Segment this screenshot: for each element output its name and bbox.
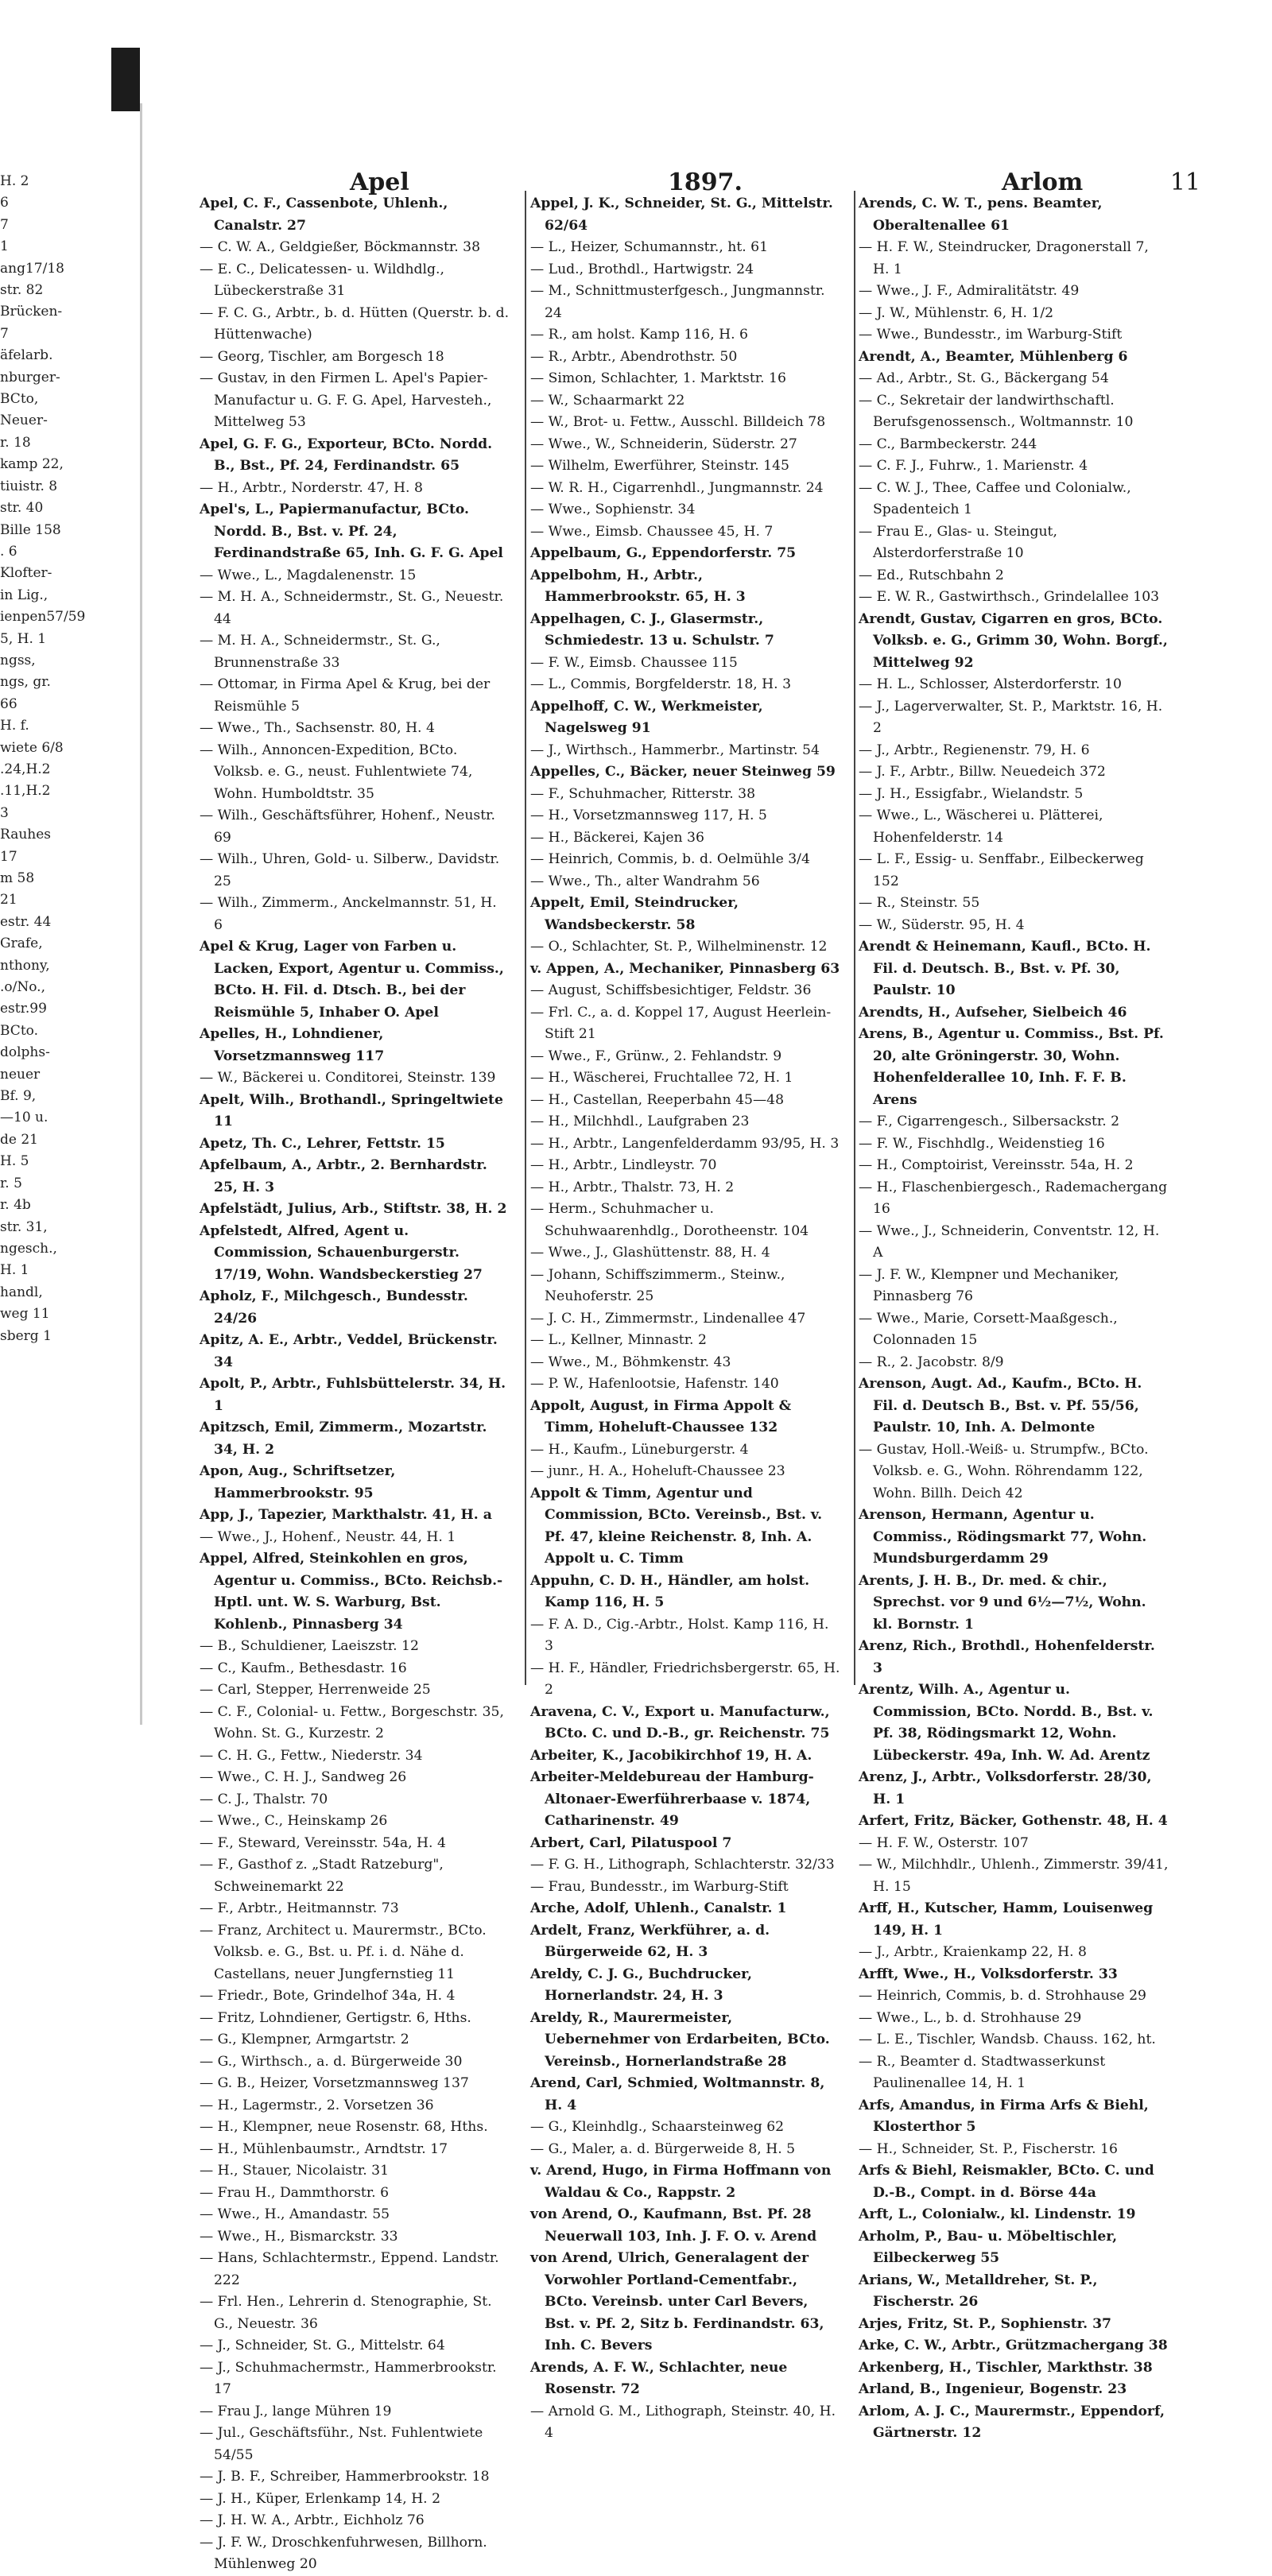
- prev-page-line: BCto,: [0, 391, 39, 408]
- directory-entry: — Gustav, in den Firmen L. Apel's Papier-Manufactur u. G. F. G. Apel, Harvesteh., Mittelweg 53: [200, 370, 492, 430]
- binding-edge: [111, 48, 140, 111]
- directory-entry: Apfelbaum, A., Arbtr., 2. Bernhardstr. 25, H. 3: [200, 1157, 487, 1195]
- directory-entry: App, J., Tapezier, Markthalstr. 41, H. a: [200, 1507, 492, 1523]
- directory-entry: — Wwe., Marie, Corsett-Maaßgesch., Colonnaden 15: [859, 1310, 1118, 1348]
- directory-entry: — H., Arbtr., Norderstr. 47, H. 8: [200, 479, 423, 496]
- directory-entry: Apelt, Wilh., Brothandl., Springeltwiete 11: [200, 1091, 503, 1129]
- directory-entry: — R., Beamter d. Stadtwasserkunst Paulinenallee 14, H. 1: [859, 2053, 1106, 2091]
- directory-entry: — F., Gasthof z. „Stadt Ratzeburg", Schweinemarkt 22: [200, 1857, 444, 1895]
- prev-page-line: r. 4b: [0, 1197, 31, 1214]
- directory-entry: — J. W., Mühlenstr. 6, H. 1/2: [859, 304, 1054, 321]
- directory-entry: — H., Schneider, St. P., Fischerstr. 16: [859, 2140, 1118, 2157]
- directory-entry: von Arend, Ulrich, Generalagent der Vorwohler Portland-Cementfabr., BCto. Vereinsb. unter Carl Bevers, Bst. v. Pf. 2, Sitz b. Ferdinandstr. 63, Inh. C. Bevers: [530, 2250, 824, 2353]
- directory-entry: Arbeiter, K., Jacobikirchhof 19, H. A.: [530, 1747, 812, 1764]
- directory-entry: — G., Wirthsch., a. d. Bürgerweide 30: [200, 2053, 463, 2070]
- directory-entry: Arlom, A. J. C., Maurermstr., Eppendorf, Gärtnerstr. 12: [859, 2403, 1165, 2441]
- directory-entry: — F., Steward, Vereinsstr. 54a, H. 4: [200, 1834, 446, 1851]
- directory-entry: — J., Wirthsch., Hammerbr., Martinstr. 54: [530, 742, 820, 758]
- directory-entry: — Wwe., L., Wäscherei u. Plätterei, Hohenfelderstr. 14: [859, 808, 1103, 846]
- prev-page-line: Klofter-: [0, 565, 52, 582]
- directory-entry: — Wwe., W., Schneiderin, Süderstr. 27: [530, 436, 797, 452]
- directory-entry: — H., Flaschenbiergesch., Rademachergang 16: [859, 1179, 1168, 1217]
- directory-entry: — G. B., Heizer, Vorsetzmannsweg 137: [200, 2075, 469, 2091]
- directory-entry: — F. C. G., Arbtr., b. d. Hütten (Querstr. b. d. Hüttenwache): [200, 304, 510, 343]
- directory-entry: — Wilh., Geschäftsführer, Hohenf., Neustr. 69: [200, 808, 495, 846]
- directory-entry: Arfs, Amandus, in Firma Arfs & Biehl, Klosterthor 5: [859, 2097, 1149, 2135]
- directory-entry: — Herm., Schuhmacher u. Schuhwaarenhdlg., Dorotheenstr. 104: [530, 1201, 809, 1239]
- directory-entry: — Georg, Tischler, am Borgesch 18: [200, 348, 444, 365]
- directory-entry: Apfelstädt, Julius, Arb., Stiftstr. 38, H. 2: [200, 1201, 507, 1217]
- directory-entry: Arenz, Rich., Brothdl., Hohenfelderstr. 3: [859, 1638, 1155, 1676]
- directory-column-2: [530, 193, 840, 2441]
- directory-entry: Arfert, Fritz, Bäcker, Gothenstr. 48, H. 4: [859, 1813, 1168, 1829]
- directory-entry: — G., Kleinhdlg., Schaarsteinweg 62: [530, 2119, 785, 2135]
- directory-entry: — Wwe., Eimsb. Chaussee 45, H. 7: [530, 523, 774, 540]
- prev-page-line: Grafe,: [0, 935, 43, 952]
- directory-entry: — Johann, Schiffszimmerm., Steinw., Neuhoferstr. 25: [530, 1266, 785, 1304]
- directory-entry: — C. W. J., Thee, Caffee und Colonialw., Spadenteich 1: [859, 479, 1131, 517]
- directory-entry: — Friedr., Bote, Grindelhof 34a, H. 4: [200, 1988, 456, 2004]
- directory-entry: — H., Bäckerei, Kajen 36: [530, 829, 704, 846]
- directory-entry: — W. R. H., Cigarrenhdl., Jungmannstr. 24: [530, 479, 824, 496]
- directory-entry: Apel & Krug, Lager von Farben u. Lacken, Export, Agentur u. Commiss., BCto. H. Fil. d. Dtsch. B., bei der Reismühle 5, Inhaber O. Apel: [200, 939, 504, 1021]
- directory-entry: — C., Barmbeckerstr. 244: [859, 436, 1037, 452]
- prev-page-line: äfelarb.: [0, 347, 53, 364]
- directory-entry: Arends, A. F. W., Schlachter, neue Rosenstr. 72: [530, 2359, 788, 2397]
- directory-entry: Arfs & Biehl, Reismakler, BCto. C. und D.-B., Compt. in d. Börse 44a: [859, 2163, 1154, 2201]
- directory-entry: Arians, W., Metalldreher, St. P., Fischerstr. 26: [859, 2272, 1098, 2310]
- directory-entry: Apel, C. F., Cassenbote, Uhlenh., Canalstr. 27: [200, 196, 448, 234]
- directory-entry: — Hans, Schlachtermstr., Eppend. Landstr. 222: [200, 2250, 499, 2288]
- directory-entry: — L. F., Essig- u. Senffabr., Eilbeckerweg 152: [859, 851, 1144, 889]
- directory-entry: Arke, C. W., Arbtr., Grützmachergang 38: [859, 2338, 1168, 2353]
- directory-entry: Apelles, H., Lohndiener, Vorsetzmannsweg 117: [200, 1026, 385, 1064]
- directory-entry: Appelhagen, C. J., Glasermstr., Schmiedestr. 13 u. Schulstr. 7: [530, 610, 774, 649]
- directory-entry: — H., Kaufm., Lüneburgerstr. 4: [530, 1441, 749, 1458]
- directory-entry: — Frau E., Glas- u. Steingut, Alsterdorferstraße 10: [859, 523, 1057, 561]
- directory-entry: — B., Schuldiener, Laeiszstr. 12: [200, 1638, 419, 1654]
- directory-entry: Arendt, Gustav, Cigarren en gros, BCto. Volksb. e. G., Grimm 30, Wohn. Borgf., Mittelweg 92: [859, 610, 1168, 671]
- directory-entry: — Wwe., Th., alter Wandrahm 56: [530, 873, 760, 889]
- directory-entry: Arend, Carl, Schmied, Woltmannstr. 8, H. 4: [530, 2075, 825, 2113]
- directory-entry: — H., Arbtr., Langenfelderdamm 93/95, H. 3: [530, 1135, 840, 1152]
- directory-entry: — Wwe., L., Magdalenenstr. 15: [200, 567, 417, 583]
- directory-entry: Apon, Aug., Schriftsetzer, Hammerbrookstr. 95: [200, 1463, 396, 1501]
- directory-entry: — Wwe., H., Amandastr. 55: [200, 2206, 390, 2222]
- directory-entry: — J., Lagerverwalter, St. P., Marktstr. 16, H. 2: [859, 698, 1163, 736]
- directory-entry: — F., Arbtr., Heitmannstr. 73: [200, 1900, 399, 1916]
- prev-page-line: —10 u.: [0, 1110, 48, 1126]
- directory-entry: — Ed., Rutschbahn 2: [859, 567, 1004, 583]
- header-year: 1897.: [668, 169, 743, 196]
- directory-entry: — Wwe., C. H. J., Sandweg 26: [200, 1769, 407, 1785]
- directory-entry: — Gustav, Holl.-Weiß- u. Strumpfw., BCto. Volksb. e. G., Wohn. Röhrendamm 122, Wohn. Billh. Deich 42: [859, 1441, 1149, 1501]
- directory-entry: — H. F. W., Osterstr. 107: [859, 1834, 1029, 1851]
- prev-page-line: . 6: [0, 543, 17, 560]
- prev-page-line: .o/No.,: [0, 979, 45, 996]
- directory-entry: Arbert, Carl, Pilatuspool 7: [530, 1834, 732, 1851]
- directory-entry: — E. C., Delicatessen- u. Wildhdlg., Lübeckerstraße 31: [200, 261, 444, 299]
- directory-entry: — Frau J., lange Mühren 19: [200, 2403, 392, 2419]
- directory-entry: Arendt, A., Beamter, Mühlenberg 6: [859, 348, 1128, 365]
- directory-entry: Arenz, J., Arbtr., Volksdorferstr. 28/30, H. 1: [859, 1769, 1152, 1807]
- directory-entry: — Wwe., H., Bismarckstr. 33: [200, 2228, 398, 2245]
- directory-entry: — M. H. A., Schneidermstr., St. G., Brunnenstraße 33: [200, 633, 440, 671]
- directory-entry: Arenson, Hermann, Agentur u. Commiss., Rödingsmarkt 77, Wohn. Mundsburgerdamm 29: [859, 1507, 1147, 1567]
- directory-entry: — C. F. J., Fuhrw., 1. Marienstr. 4: [859, 458, 1088, 474]
- directory-entry: — Wilh., Zimmerm., Anckelmannstr. 51, H. 6: [200, 895, 497, 933]
- directory-entry: — L., Kellner, Minnastr. 2: [530, 1332, 707, 1348]
- previous-page-fragment: [0, 171, 86, 1665]
- directory-entry: — Frau H., Dammthorstr. 6: [200, 2184, 390, 2201]
- directory-entry: — Frl. C., a. d. Koppel 17, August Heerlein-Stift 21: [530, 1004, 832, 1042]
- directory-entry: Arholm, P., Bau- u. Möbeltischler, Eilbeckerweg 55: [859, 2228, 1118, 2266]
- directory-entry: Arche, Adolf, Uhlenh., Canalstr. 1: [530, 1900, 787, 1916]
- directory-entry: — Wwe., J., Glashüttenstr. 88, H. 4: [530, 1245, 770, 1261]
- directory-entry: — Wilh., Uhren, Gold- u. Silberw., Davidstr. 25: [200, 851, 500, 889]
- directory-entry: Areldy, R., Maurermeister, Uebernehmer von Erdarbeiten, BCto. Vereinsb., Hornerlandstraße 28: [530, 2009, 830, 2070]
- directory-column-1: [200, 193, 510, 2572]
- directory-entry: — J. H., Küper, Erlenkamp 14, H. 2: [200, 2490, 441, 2507]
- header-left-catchword: Apel: [350, 169, 409, 196]
- prev-page-line: neuer: [0, 1066, 41, 1083]
- directory-entry: — R., Arbtr., Abendrothstr. 50: [530, 348, 738, 365]
- directory-entry: Appelhoff, C. W., Werkmeister, Nagelsweg 91: [530, 698, 763, 736]
- directory-entry: Apel's, L., Papiermanufactur, BCto. Nordd. B., Bst. v. Pf. 24, Ferdinandstraße 65, Inh. G. F. G. Apel: [200, 502, 503, 561]
- directory-entry: Appelt, Emil, Steindrucker, Wandsbeckerstr. 58: [530, 895, 739, 933]
- directory-entry: Appelles, C., Bäcker, neuer Steinweg 59: [530, 764, 836, 780]
- prev-page-line: 1: [0, 238, 9, 255]
- prev-page-line: Bf. 9,: [0, 1088, 37, 1105]
- directory-entry: Arentz, Wilh. A., Agentur u. Commission, BCto. Nordd. B., Bst. v. Pf. 38, Rödingsmarkt 12, Wohn. Lübeckerstr. 49a, Inh. W. Ad. Arentz: [859, 1682, 1154, 1764]
- directory-entry: — G., Klempner, Armgartstr. 2: [200, 2032, 409, 2047]
- prev-page-line: de 21: [0, 1131, 38, 1148]
- directory-entry: — Wwe., J. F., Admiralitätstr. 49: [859, 283, 1080, 299]
- directory-entry: — Lud., Brothdl., Hartwigstr. 24: [530, 261, 754, 277]
- directory-entry: Appel, Alfred, Steinkohlen en gros, Agentur u. Commiss., BCto. Reichsb.-Hptl. unt. W. S. Warburg, Bst. Kohlenb., Pinnasberg 34: [200, 1551, 503, 1633]
- directory-entry: — H., Castellan, Reeperbahn 45—48: [530, 1091, 785, 1108]
- prev-page-line: H. f.: [0, 718, 29, 734]
- directory-entry: — H., Stauer, Nicolaistr. 31: [200, 2163, 390, 2179]
- directory-entry: — F., Schuhmacher, Ritterstr. 38: [530, 785, 756, 802]
- prev-page-line: str. 31,: [0, 1218, 48, 1235]
- directory-entry: — J. C. H., Zimmermstr., Lindenallee 47: [530, 1310, 806, 1327]
- prev-page-line: wiete 6/8: [0, 739, 64, 756]
- directory-entry: — Franz, Architect u. Maurermstr., BCto. Volksb. e. G., Bst. u. Pf. i. d. Nähe d. Castellans, neuer Jungfernstieg 11: [200, 1922, 487, 1982]
- directory-entry: Arendts, H., Aufseher, Sielbeich 46: [859, 1004, 1127, 1021]
- directory-entry: Arens, B., Agentur u. Commiss., Bst. Pf. 20, alte Gröningerstr. 30, Wohn. Hohenfelderallee 10, Inh. F. F. B. Arens: [859, 1026, 1164, 1108]
- directory-entry: — Wwe., F., Grünw., 2. Fehlandstr. 9: [530, 1048, 782, 1064]
- directory-entry: — Arnold G. M., Lithograph, Steinstr. 40, H. 4: [530, 2403, 836, 2441]
- directory-entry: Apel, G. F. G., Exporteur, BCto. Nordd. B., Bst., Pf. 24, Ferdinandstr. 65: [200, 436, 493, 474]
- directory-entry: — C. J., Thalstr. 70: [200, 1791, 328, 1807]
- prev-page-line: m 58: [0, 870, 35, 886]
- directory-entry: — Jul., Geschäftsführ., Nst. Fuhlentwiete 54/55: [200, 2425, 483, 2463]
- prev-page-line: 5, H. 1: [0, 630, 47, 647]
- prev-page-line: nburger-: [0, 369, 60, 385]
- prev-page-line: ngss,: [0, 652, 36, 668]
- directory-entry: — Simon, Schlachter, 1. Marktstr. 16: [530, 370, 786, 386]
- directory-entry: — J. F. W., Klempner und Mechaniker, Pinnasberg 76: [859, 1266, 1119, 1304]
- prev-page-line: Brücken-: [0, 304, 63, 320]
- prev-page-line: H. 2: [0, 173, 29, 189]
- directory-entry: — Wwe., J., Hohenf., Neustr. 44, H. 1: [200, 1528, 456, 1545]
- directory-entry: — H., Arbtr., Thalstr. 73, H. 2: [530, 1179, 735, 1195]
- header-right-catchword: Arlom: [1002, 169, 1084, 196]
- directory-entry: Arkenberg, H., Tischler, Markthstr. 38: [859, 2359, 1153, 2376]
- directory-entry: — L., Commis, Borgfelderstr. 18, H. 3: [530, 676, 792, 692]
- directory-entry: Ardelt, Franz, Werkführer, a. d. Bürgerweide 62, H. 3: [530, 1922, 770, 1960]
- prev-page-line: 7: [0, 216, 9, 233]
- directory-entry: — H., Comptoirist, Vereinsstr. 54a, H. 2: [859, 1157, 1134, 1173]
- directory-entry: Arendt & Heinemann, Kaufl., BCto. H. Fil. d. Deutsch. B., Bst. v. Pf. 30, Paulstr. 10: [859, 939, 1151, 998]
- directory-entry: — H. L., Schlosser, Alsterdorferstr. 10: [859, 676, 1122, 692]
- directory-entry: Aravena, C. V., Export u. Manufacturw., BCto. C. und D.-B., gr. Reichenstr. 75: [530, 1703, 830, 1741]
- directory-entry: — Wwe., L., b. d. Strohhause 29: [859, 2009, 1082, 2026]
- directory-entry: — C., Sekretair der landwirthschaftl. Berufsgenossensch., Woltmannstr. 10: [859, 392, 1134, 430]
- directory-entry: Appolt & Timm, Agentur und Commission, BCto. Vereinsb., Bst. v. Pf. 47, kleine Reichenstr. 8, Inh. A. Appolt u. C. Timm: [530, 1485, 823, 1567]
- prev-page-line: H. 5: [0, 1153, 29, 1170]
- directory-entry: — C. W. A., Geldgießer, Böckmannstr. 38: [200, 239, 481, 255]
- prev-page-line: str. 82: [0, 282, 44, 299]
- directory-entry: — H., Arbtr., Lindleystr. 70: [530, 1157, 717, 1173]
- prev-page-line: .11,H.2: [0, 783, 51, 800]
- prev-page-line: str. 40: [0, 500, 44, 517]
- directory-entry: — M. H. A., Schneidermstr., St. G., Neuestr. 44: [200, 589, 504, 627]
- directory-entry: — H., Lagermstr., 2. Vorsetzen 36: [200, 2097, 434, 2113]
- directory-entry: — Frau, Bundesstr., im Warburg-Stift: [530, 1878, 789, 1895]
- directory-entry: von Arend, O., Kaufmann, Bst. Pf. 28 Neuerwall 103, Inh. J. F. O. v. Arend: [530, 2206, 817, 2245]
- directory-entry: — J., Schneider, St. G., Mittelstr. 64: [200, 2338, 445, 2353]
- directory-entry: — J. H., Essigfabr., Wielandstr. 5: [859, 785, 1084, 802]
- directory-entry: Areldy, C. J. G., Buchdrucker, Hornerlandstr. 24, H. 3: [530, 1966, 752, 2004]
- directory-entry: Appelbohm, H., Arbtr., Hammerbrookstr. 65, H. 3: [530, 567, 746, 605]
- directory-entry: Apitz, A. E., Arbtr., Veddel, Brückenstr. 34: [200, 1332, 498, 1370]
- directory-entry: Arenson, Augt. Ad., Kaufm., BCto. H. Fil. d. Deutsch B., Bst. v. Pf. 55/56, Paulstr. 10, Inh. A. Delmonte: [859, 1376, 1142, 1435]
- directory-entry: Apetz, Th. C., Lehrer, Fettstr. 15: [200, 1135, 445, 1152]
- directory-entry: — R., 2. Jacobstr. 8/9: [859, 1354, 1004, 1370]
- directory-entry: Arents, J. H. B., Dr. med. & chir., Sprechst. vor 9 und 6½—7½, Wohn. kl. Bornstr. 1: [859, 1572, 1146, 1633]
- directory-entry: — junr., H. A., Hoheluft-Chaussee 23: [530, 1463, 785, 1479]
- prev-page-line: ang17/18: [0, 260, 64, 277]
- prev-page-line: kamp 22,: [0, 456, 64, 473]
- directory-entry: — F., Cigarrengesch., Silbersackstr. 2: [859, 1114, 1120, 1129]
- directory-entry: — H., Klempner, neue Rosenstr. 68, Hths.: [200, 2119, 488, 2135]
- directory-entry: Apolt, P., Arbtr., Fuhlsbüttelerstr. 34, H. 1: [200, 1376, 506, 1414]
- prev-page-line: 3: [0, 804, 9, 821]
- directory-entry: — Wwe., Bundesstr., im Warburg-Stift: [859, 327, 1123, 343]
- prev-page-line: H. 1: [0, 1262, 29, 1279]
- prev-page-line: Neuer-: [0, 413, 48, 429]
- prev-page-line: ngesch.,: [0, 1240, 57, 1257]
- directory-entry: — Heinrich, Commis, b. d. Strohhause 29: [859, 1988, 1146, 2004]
- directory-entry: — O., Schlachter, St. P., Wilhelminenstr. 12: [530, 939, 828, 955]
- directory-entry: — Ad., Arbtr., St. G., Bäckergang 54: [859, 370, 1109, 386]
- prev-page-line: tiuistr. 8: [0, 478, 58, 494]
- prev-page-line: BCto.: [0, 1022, 38, 1039]
- directory-entry: Apfelstedt, Alfred, Agent u. Commission, Schauenburgerstr. 17/19, Wohn. Wandsbeckerstieg 27: [200, 1222, 483, 1283]
- directory-entry: Arends, C. W. T., pens. Beamter, Oberaltenallee 61: [859, 196, 1103, 234]
- directory-entry: — H. F., Händler, Friedrichsbergerstr. 65, H. 2: [530, 1660, 840, 1698]
- directory-entry: Arjes, Fritz, St. P., Sophienstr. 37: [859, 2315, 1112, 2332]
- directory-entry: Appuhn, C. D. H., Händler, am holst. Kamp 116, H. 5: [530, 1572, 810, 1610]
- prev-page-line: .24,H.2: [0, 761, 51, 777]
- prev-page-line: ngs, gr.: [0, 674, 51, 691]
- prev-page-line: nthony,: [0, 957, 50, 974]
- page-gutter-shadow: [140, 103, 142, 1725]
- prev-page-line: ienpen57/59: [0, 609, 86, 626]
- directory-entry: — R., am holst. Kamp 116, H. 6: [530, 327, 748, 343]
- directory-entry: — W., Süderstr. 95, H. 4: [859, 916, 1025, 933]
- directory-entry: — W., Brot- u. Fettw., Ausschl. Billdeich 78: [530, 414, 826, 430]
- prev-page-line: sberg 1: [0, 1327, 52, 1344]
- directory-entry: — August, Schiffsbesichtiger, Feldstr. 36: [530, 982, 812, 998]
- directory-entry: — Ottomar, in Firma Apel & Krug, bei der Reismühle 5: [200, 676, 491, 715]
- directory-entry: — J. F., Arbtr., Billw. Neuedeich 372: [859, 764, 1106, 780]
- directory-entry: — Wwe., Th., Sachsenstr. 80, H. 4: [200, 720, 435, 736]
- prev-page-line: estr.99: [0, 1001, 47, 1017]
- directory-entry: — Wwe., C., Heinskamp 26: [200, 1813, 388, 1829]
- directory-entry: — W., Milchhdlr., Uhlenh., Zimmerstr. 39/41, H. 15: [859, 1857, 1169, 1895]
- directory-entry: — H., Wäscherei, Fruchtallee 72, H. 1: [530, 1070, 793, 1086]
- directory-entry: — J. F. W., Droschkenfuhrwesen, Billhorn. Mühlenweg 20: [200, 2534, 487, 2572]
- directory-entry: — C. H. G., Fettw., Niederstr. 34: [200, 1747, 423, 1764]
- directory-entry: Appel, J. K., Schneider, St. G., Mittelstr. 62/64: [530, 196, 833, 234]
- directory-entry: Arland, B., Ingenieur, Bogenstr. 23: [859, 2381, 1127, 2397]
- directory-entry: — H., Mühlenbaumstr., Arndtstr. 17: [200, 2140, 448, 2157]
- prev-page-line: Bille 158: [0, 521, 61, 538]
- directory-entry: — W., Bäckerei u. Conditorei, Steinstr. 139: [200, 1070, 496, 1086]
- directory-entry: — Wilh., Annoncen-Expedition, BCto. Volksb. e. G., neust. Fuhlentwiete 74, Wohn. Humboldtstr. 35: [200, 742, 473, 802]
- directory-entry: Apitzsch, Emil, Zimmerm., Mozartstr. 34, H. 2: [200, 1420, 487, 1458]
- column-rule: [854, 191, 855, 1685]
- prev-page-line: Rauhes: [0, 827, 52, 843]
- directory-entry: — P. W., Hafenlootsie, Hafenstr. 140: [530, 1376, 779, 1392]
- directory-entry: — F. W., Eimsb. Chaussee 115: [530, 654, 738, 671]
- directory-entry: — Fritz, Lohndiener, Gertigstr. 6, Hths.: [200, 2009, 471, 2026]
- directory-entry: Arbeiter-Meldebureau der Hamburg-Altonaer-Ewerführerbaase v. 1874, Catharinenstr. 49: [530, 1769, 814, 1829]
- prev-page-line: in Lig.,: [0, 587, 48, 603]
- directory-entry: v. Arend, Hugo, in Firma Hoffmann von Waldau & Co., Rappstr. 2: [530, 2163, 832, 2201]
- directory-entry: — Heinrich, Commis, b. d. Oelmühle 3/4: [530, 851, 810, 867]
- directory-entry: — H., Milchhdl., Laufgraben 23: [530, 1114, 750, 1129]
- directory-entry: — J., Arbtr., Regienenstr. 79, H. 6: [859, 742, 1090, 758]
- prev-page-line: dolphs-: [0, 1044, 50, 1061]
- directory-entry: Arfft, Wwe., H., Volksdorferstr. 33: [859, 1966, 1118, 1982]
- directory-entry: — C. F., Colonial- u. Fettw., Borgeschstr. 35, Wohn. St. G., Kurzestr. 2: [200, 1703, 504, 1741]
- directory-entry: — J. B. F., Schreiber, Hammerbrookstr. 18: [200, 2469, 490, 2485]
- directory-entry: — L., Heizer, Schumannstr., ht. 61: [530, 239, 769, 255]
- directory-entry: — Wwe., M., Böhmkenstr. 43: [530, 1354, 731, 1370]
- directory-entry: — Frl. Hen., Lehrerin d. Stenographie, St. G., Neuestr. 36: [200, 2294, 492, 2332]
- directory-entry: Apholz, F., Milchgesch., Bundesstr. 24/26: [200, 1288, 468, 1327]
- prev-page-line: r. 18: [0, 434, 31, 451]
- directory-entry: — H., Vorsetzmannsweg 117, H. 5: [530, 808, 767, 823]
- prev-page-line: 21: [0, 892, 17, 908]
- directory-entry: — E. W. R., Gastwirthsch., Grindelallee 103: [859, 589, 1160, 605]
- directory-entry: — W., Schaarmarkt 22: [530, 392, 685, 409]
- prev-page-line: r. 5: [0, 1175, 22, 1191]
- directory-entry: — Wilhelm, Ewerführer, Steinstr. 145: [530, 458, 789, 474]
- column-rule: [525, 191, 526, 1685]
- directory-entry: Arff, H., Kutscher, Hamm, Louisenweg 149, H. 1: [859, 1900, 1154, 1939]
- prev-page-line: 17: [0, 848, 17, 865]
- prev-page-line: weg 11: [0, 1306, 50, 1323]
- prev-page-line: handl,: [0, 1284, 43, 1300]
- prev-page-line: 6: [0, 195, 9, 211]
- directory-column-3: [859, 193, 1169, 2441]
- directory-entry: — J., Arbtr., Kraienkamp 22, H. 8: [859, 1944, 1087, 1960]
- directory-entry: Appelbaum, G., Eppendorferstr. 75: [530, 545, 797, 561]
- directory-entry: — F. W., Fischhdlg., Weidenstieg 16: [859, 1135, 1105, 1152]
- directory-entry: — Wwe., Sophienstr. 34: [530, 502, 696, 517]
- prev-page-line: estr. 44: [0, 913, 52, 930]
- directory-entry: — R., Steinstr. 55: [859, 895, 980, 911]
- directory-entry: — F. A. D., Cig.-Arbtr., Holst. Kamp 116, H. 3: [530, 1616, 829, 1654]
- directory-entry: Arft, L., Colonialw., kl. Lindenstr. 19: [859, 2206, 1136, 2222]
- directory-entry: — Carl, Stepper, Herrenweide 25: [200, 1682, 431, 1698]
- page-number: 11: [1169, 169, 1200, 196]
- directory-entry: — L. E., Tischler, Wandsb. Chauss. 162, ht.: [859, 2032, 1156, 2047]
- directory-entry: — F. G. H., Lithograph, Schlachterstr. 32/33: [530, 1857, 835, 1873]
- directory-entry: — H. F. W., Steindrucker, Dragonerstall 7, H. 1: [859, 239, 1149, 277]
- directory-entry: v. Appen, A., Mechaniker, Pinnasberg 63: [530, 960, 840, 977]
- directory-entry: — J. H. W. A., Arbtr., Eichholz 76: [200, 2512, 425, 2528]
- directory-entry: — G., Maler, a. d. Bürgerweide 8, H. 5: [530, 2140, 796, 2157]
- directory-entry: — J., Schuhmachermstr., Hammerbrookstr. 17: [200, 2359, 497, 2397]
- directory-entry: Appolt, August, in Firma Appolt & Timm, Hoheluft-Chaussee 132: [530, 1397, 792, 1435]
- prev-page-line: 7: [0, 325, 9, 342]
- directory-entry: — M., Schnittmusterfgesch., Jungmannstr. 24: [530, 283, 825, 321]
- directory-entry: — Wwe., J., Schneiderin, Conventstr. 12, H. A: [859, 1222, 1160, 1261]
- directory-entry: — C., Kaufm., Bethesdastr. 16: [200, 1660, 407, 1676]
- prev-page-line: 66: [0, 695, 17, 712]
